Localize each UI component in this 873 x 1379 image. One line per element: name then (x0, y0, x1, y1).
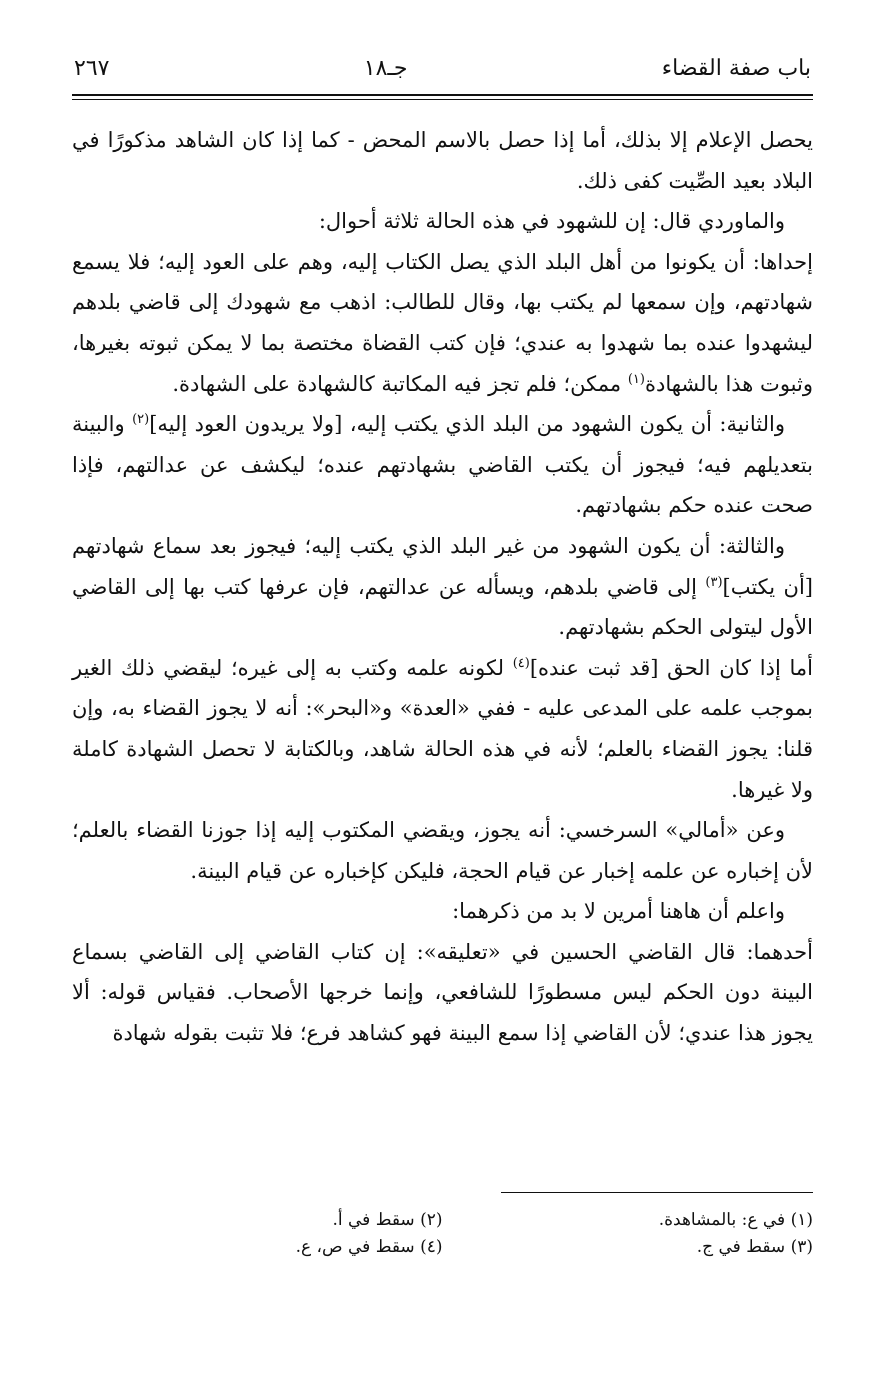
paragraph: والثانية: أن يكون الشهود من البلد الذي يكتب إليه، [ولا يريدون العود إليه]$^{(٢)}$ والبينة بتعديلهم فيه؛ فيجوز أن يكتب القاضي بشهادتهم عنده؛ ليكشف عن عدالتهم، فإذا صحت عنده حكم بشهادتهم. (72, 412, 813, 518)
page-number: ٢٦٧ (74, 56, 110, 81)
running-header (72, 50, 813, 88)
paragraph: وعن «أمالي» السرخسي: أنه يجوز، ويقضي المكتوب إليه إذا جوزنا القضاء بالعلم؛ لأن إخباره عن علمه إخبار عن قيام الحجة، فليكن كإخباره عن قيام البينة. (72, 818, 813, 883)
paragraph: واعلم أن هاهنا أمرين لا بد من ذكرهما: (452, 899, 785, 924)
chapter-title: باب صفة القضاء (661, 56, 811, 81)
footnote-ref: (٢) (132, 412, 150, 428)
volume-label: جـ١٨ (363, 56, 408, 81)
header-rule-thick (72, 94, 813, 96)
footnote: (٣) سقط في ج. (696, 1237, 813, 1257)
paragraph: أما إذا كان الحق [قد ثبت عنده]$^{(٤)}$ لكونه علمه وكتب به إلى غيره؛ ليقضي ذلك الغير بموجب علمه على المدعى عليه - ففي «العدة» و«البحر»: أنه لا يجوز القضاء به، وإن قلنا: يجوز القضاء بالعلم؛ لأنه في هذه الحالة شاهد، وبالكتابة لا تحصل الشهادة كاملة ولا غيرها. (72, 655, 813, 802)
paragraph: إحداها: أن يكونوا من أهل البلد الذي يصل الكتاب إليه، وهم على العود إليه؛ فلا يسمع شهادتهم، وإن سمعها لم يكتب بها، وقال للطالب: اذهب مع شهودك إلى قاضي بلدهم ليشهدوا عنده بما شهدوا به عندي؛ فإن كتب القضاة مختصة بما لا يمكن ثبوته بغيرها، وثبوت هذا بالشهادة$^{(١)}$ ممكن؛ فلم تجز فيه المكاتبة كالشهادة على الشهادة. (72, 249, 813, 396)
paragraph: والماوردي قال: إن للشهود في هذه الحالة ثلاثة أحوال: (318, 209, 785, 234)
main-text (72, 120, 813, 1054)
paragraph: أحدهما: قال القاضي الحسين في «تعليقه»: إن كتاب القاضي إلى القاضي بسماع البينة دون الحكم ليس مسطورًا للشافعي، وإنما خرجها الأصحاب. فقياس قوله: ألا يجوز هذا عندي؛ لأن القاضي إذا سمع البينة فهو كشاهد فرع؛ فلا تثبت بقوله شهادة (72, 939, 813, 1046)
paragraph: والثالثة: أن يكون الشهود من غير البلد الذي يكتب إليه؛ فيجوز بعد سماع شهادتهم [أن يكتب]$^{(٣)}$ إلى قاضي بلدهم، ويسأله عن عدالتهم، فإن عرفها كتب بها إلى القاضي الأول ليتولى الحكم بشهادتهم. (72, 533, 813, 640)
paragraph: يحصل الإعلام إلا بذلك، أما إذا حصل بالاسم المحض - كما إذا كان الشاهد مذكورًا في البلاد بعيد الصِّيت كفى ذلك. (72, 128, 813, 193)
footnotes (72, 1207, 813, 1261)
footnote: (١) في ع: بالمشاهدة. (658, 1210, 813, 1230)
footnote-ref: (١) (627, 371, 645, 387)
footnote-separator (501, 1192, 813, 1193)
footnote: (٢) سقط في أ. (332, 1210, 443, 1230)
page-content (72, 50, 813, 1257)
footnote-ref: (٤) (512, 655, 530, 671)
header-rule-thin (72, 99, 813, 100)
footnote: (٤) سقط في ص، ع. (295, 1237, 443, 1257)
footnote-ref: (٣) (705, 574, 723, 590)
